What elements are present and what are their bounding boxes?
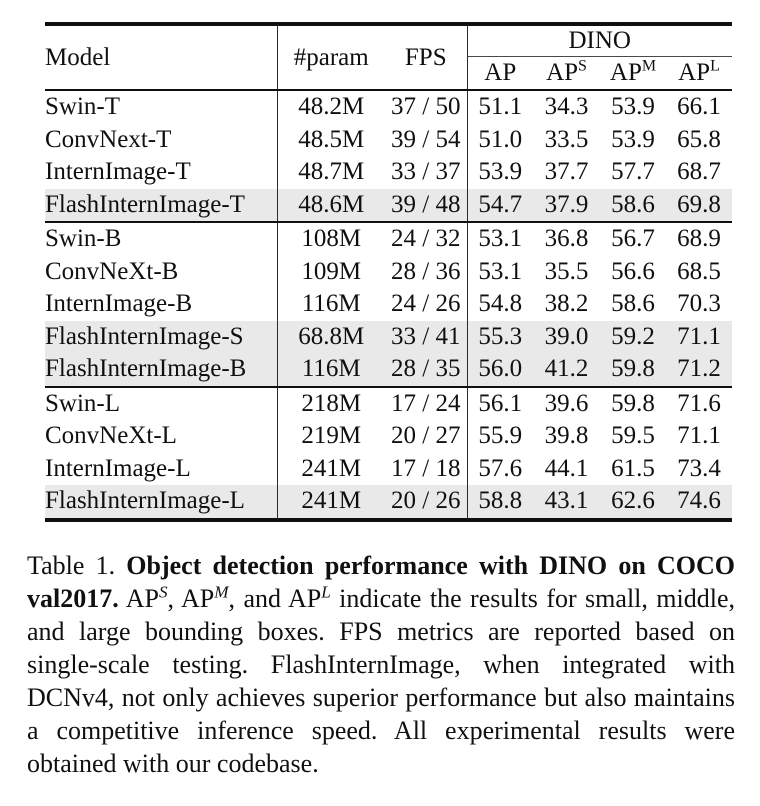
table-row bbox=[45, 256, 732, 289]
results-table-wrap bbox=[45, 22, 732, 522]
ap-value-cell: 33.5 bbox=[544, 125, 589, 153]
ap-value-cell: 58.8 bbox=[478, 487, 523, 515]
ap-value-cell: 59.8 bbox=[611, 389, 655, 417]
model-name-cell: Swin-L bbox=[45, 387, 277, 421]
ap-value-cell: 59.5 bbox=[611, 422, 655, 450]
ap-value-cell: 55.9 bbox=[478, 422, 523, 450]
table-row bbox=[45, 420, 732, 453]
param-cell: 219M bbox=[301, 422, 362, 450]
ap-value-cell: 53.9 bbox=[478, 158, 523, 186]
col-header-ap bbox=[467, 57, 533, 91]
table-row bbox=[45, 288, 732, 321]
ap-value-cell: 53.9 bbox=[611, 93, 655, 121]
col-header-ap-large bbox=[666, 57, 732, 91]
ap-value-cell: 65.8 bbox=[677, 125, 721, 153]
ap-superscript: M bbox=[641, 57, 657, 75]
caption-text-segment: , and AP bbox=[228, 584, 322, 613]
fps-cell: 17 / 18 bbox=[385, 453, 467, 486]
col-header-model: Model bbox=[45, 24, 277, 90]
ap-value-cell: 53.9 bbox=[611, 125, 655, 153]
ap-value-cell: 36.8 bbox=[544, 225, 589, 253]
ap-value-cell: 55.3 bbox=[478, 322, 523, 350]
ap-value-cell: 58.6 bbox=[611, 290, 655, 318]
fps-cell: 28 / 35 bbox=[385, 353, 467, 387]
ap-value-cell: 37.9 bbox=[533, 189, 600, 223]
ap-value-cell: 68.7 bbox=[677, 158, 721, 186]
ap-superscript: L bbox=[710, 57, 720, 75]
model-name-cell: FlashInternImage-L bbox=[45, 485, 277, 520]
col-header-param: #param bbox=[277, 24, 385, 90]
ap-value-cell: 37.7 bbox=[544, 158, 589, 186]
ap-value-cell: 56.6 bbox=[611, 257, 655, 285]
ap-value-cell: 70.3 bbox=[677, 290, 721, 318]
ap-value-cell: 66.1 bbox=[677, 93, 721, 121]
model-name-cell: FlashInternImage-B bbox=[45, 353, 277, 387]
caption-text-segment: indicate the results for small, middle, and large bounding boxes. FPS metrics are reported based on single-scale testing. FlashInternImage, when integrated with DCNv4, not only achieves superior performance but also maintains a competitive inference speed. All experimental results were obtained with our codebase. bbox=[27, 584, 736, 778]
ap-value-cell: 53.1 bbox=[478, 257, 523, 285]
table-row bbox=[45, 189, 732, 223]
ap-value-cell: 59.2 bbox=[611, 322, 655, 350]
ap-value-cell: 53.1 bbox=[478, 225, 523, 253]
model-name-cell: FlashInternImage-S bbox=[45, 321, 277, 354]
ap-value-cell: 44.1 bbox=[544, 454, 589, 482]
caption-text-segment: AP bbox=[118, 584, 159, 613]
param-cell: 48.2M bbox=[298, 93, 365, 121]
table-row bbox=[45, 485, 732, 520]
param-cell: 241M bbox=[301, 487, 362, 515]
fps-cell: 39 / 54 bbox=[385, 124, 467, 157]
model-name-cell: ConvNeXt-L bbox=[45, 420, 277, 453]
table-row bbox=[45, 156, 732, 189]
caption-text-segment: Table 1. bbox=[27, 551, 127, 580]
table-row bbox=[45, 124, 732, 157]
model-name-cell: InternImage-B bbox=[45, 288, 277, 321]
ap-value-cell: 35.5 bbox=[544, 257, 589, 285]
col-group-header-dino: DINO bbox=[467, 24, 732, 57]
results-table bbox=[45, 22, 732, 522]
table-body bbox=[45, 90, 732, 520]
model-name-cell: Swin-B bbox=[45, 222, 277, 256]
ap-value-cell: 56.1 bbox=[478, 389, 523, 417]
ap-value-cell: 59.8 bbox=[600, 353, 666, 387]
fps-cell: 20 / 26 bbox=[385, 485, 467, 520]
ap-value-cell: 69.8 bbox=[666, 189, 732, 223]
param-cell: 241M bbox=[301, 454, 362, 482]
table-row bbox=[45, 90, 732, 124]
ap-value-cell: 54.7 bbox=[467, 189, 533, 223]
fps-cell: 33 / 37 bbox=[385, 156, 467, 189]
ap-value-cell: 43.1 bbox=[544, 487, 589, 515]
fps-cell: 33 / 41 bbox=[385, 321, 467, 354]
ap-value-cell: 41.2 bbox=[533, 353, 600, 387]
ap-value-cell: 39.8 bbox=[544, 422, 589, 450]
caption-text-segment: Object detection performance with DINO on COCO val2017. bbox=[27, 551, 735, 613]
ap-value-cell: 51.1 bbox=[478, 93, 523, 121]
caption-superscript: L bbox=[321, 582, 331, 602]
col-header-fps: FPS bbox=[385, 24, 467, 90]
fps-cell: 24 / 32 bbox=[385, 222, 467, 256]
table-row bbox=[45, 453, 732, 486]
ap-value-cell: 68.9 bbox=[677, 225, 721, 253]
param-cell: 108M bbox=[301, 225, 362, 253]
ap-label: AP bbox=[484, 59, 517, 86]
model-name-cell: ConvNeXt-B bbox=[45, 256, 277, 289]
table-row bbox=[45, 353, 732, 387]
table-row bbox=[45, 222, 732, 256]
ap-value-cell: 51.0 bbox=[478, 125, 523, 153]
ap-value-cell: 61.5 bbox=[611, 454, 655, 482]
table-caption bbox=[27, 549, 735, 780]
ap-value-cell: 39.6 bbox=[544, 389, 589, 417]
ap-value-cell: 68.5 bbox=[677, 257, 721, 285]
fps-cell: 17 / 24 bbox=[385, 387, 467, 421]
ap-label: AP bbox=[678, 59, 711, 86]
ap-value-cell: 54.8 bbox=[478, 290, 523, 318]
ap-label: AP bbox=[609, 59, 642, 86]
ap-value-cell: 71.1 bbox=[677, 322, 721, 350]
ap-value-cell: 56.0 bbox=[467, 353, 533, 387]
ap-value-cell: 71.1 bbox=[677, 422, 721, 450]
ap-value-cell: 56.7 bbox=[611, 225, 655, 253]
param-cell: 48.6M bbox=[277, 189, 385, 223]
param-cell: 48.5M bbox=[298, 125, 365, 153]
ap-superscript: S bbox=[578, 57, 587, 75]
ap-value-cell: 57.7 bbox=[611, 158, 655, 186]
model-name-cell: FlashInternImage-T bbox=[45, 189, 277, 223]
fps-cell: 24 / 26 bbox=[385, 288, 467, 321]
param-cell: 68.8M bbox=[298, 322, 365, 350]
caption-text-segment: , AP bbox=[167, 584, 215, 613]
param-cell: 109M bbox=[301, 257, 362, 285]
fps-cell: 20 / 27 bbox=[385, 420, 467, 453]
fps-cell: 37 / 50 bbox=[385, 90, 467, 124]
param-cell: 218M bbox=[301, 389, 362, 417]
ap-value-cell: 62.6 bbox=[611, 487, 655, 515]
model-name-cell: InternImage-T bbox=[45, 156, 277, 189]
ap-label: AP bbox=[546, 59, 579, 86]
ap-value-cell: 39.0 bbox=[544, 322, 589, 350]
param-cell: 48.7M bbox=[298, 158, 365, 186]
col-header-ap-small bbox=[533, 57, 600, 91]
fps-cell: 39 / 48 bbox=[385, 189, 467, 223]
ap-value-cell: 71.2 bbox=[666, 353, 732, 387]
fps-cell: 28 / 36 bbox=[385, 256, 467, 289]
model-name-cell: InternImage-L bbox=[45, 453, 277, 486]
ap-value-cell: 34.3 bbox=[544, 93, 589, 121]
table-row bbox=[45, 387, 732, 421]
model-name-cell: ConvNext-T bbox=[45, 124, 277, 157]
ap-value-cell: 38.2 bbox=[544, 290, 589, 318]
ap-value-cell: 57.6 bbox=[478, 454, 523, 482]
param-cell: 116M bbox=[301, 290, 361, 318]
model-name-cell: Swin-T bbox=[45, 90, 277, 124]
ap-value-cell: 58.6 bbox=[600, 189, 666, 223]
table-header bbox=[45, 24, 732, 90]
caption-superscript: S bbox=[158, 582, 168, 602]
ap-value-cell: 73.4 bbox=[677, 454, 721, 482]
param-cell: 116M bbox=[277, 353, 385, 387]
caption-superscript: M bbox=[214, 582, 229, 602]
table-row bbox=[45, 321, 732, 354]
ap-value-cell: 74.6 bbox=[677, 487, 721, 515]
ap-value-cell: 71.6 bbox=[677, 389, 721, 417]
col-header-ap-medium bbox=[600, 57, 666, 91]
